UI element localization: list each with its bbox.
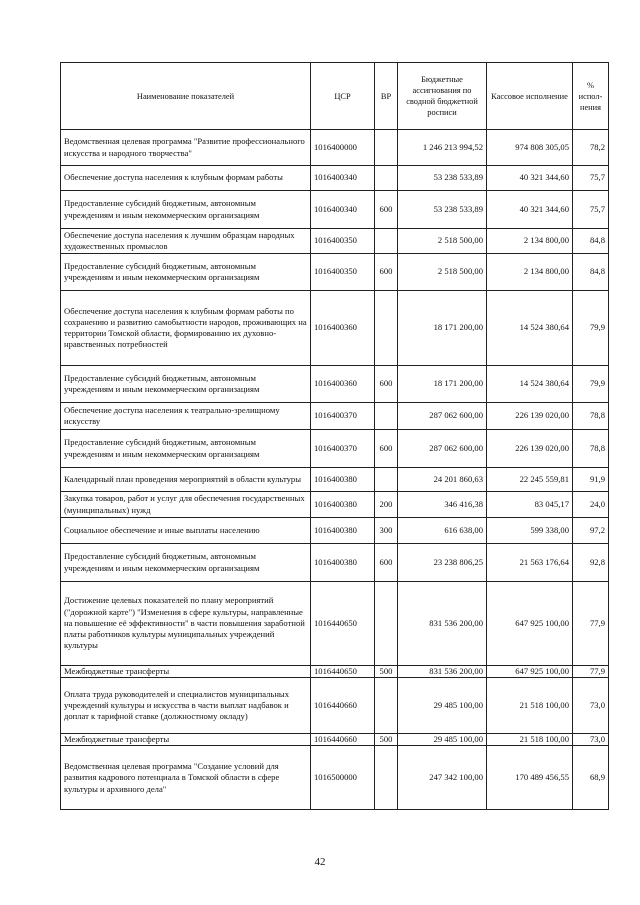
table-row [61,582,609,666]
row-percent: 84,8 [573,254,609,291]
row-csr: 1016400370 [311,403,375,430]
row-csr: 1016440660 [311,678,375,734]
row-vr: 600 [375,544,398,582]
row-name: Предоставление субсидий бюджетным, автономным учреждениям и иным некоммерческим организациям [61,254,311,291]
row-percent: 79,9 [573,366,609,403]
row-percent: 78,8 [573,403,609,430]
header-vr: ВР [375,63,398,130]
row-assigned: 287 062 600,00 [398,430,487,468]
row-assigned: 831 536 200,00 [398,582,487,666]
row-csr: 1016400370 [311,430,375,468]
row-percent: 73,0 [573,678,609,734]
row-assigned: 23 238 806,25 [398,544,487,582]
row-vr: 200 [375,492,398,518]
table-row [61,254,609,291]
page-number: 42 [314,856,326,868]
row-percent: 24,0 [573,492,609,518]
row-csr: 1016400340 [311,191,375,229]
row-name: Обеспечение доступа населения к лучшим образцам народных художественных промыслов [61,229,311,254]
row-assigned: 2 518 500,00 [398,229,487,254]
table-row [61,746,609,810]
row-executed: 226 139 020,00 [487,403,573,430]
row-assigned: 287 062 600,00 [398,403,487,430]
row-assigned: 29 485 100,00 [398,734,487,746]
row-name: Обеспечение доступа населения к клубным формам работы [61,166,311,191]
header-executed: Кассовое исполнение [487,63,573,130]
table-row [61,666,609,678]
row-vr: 600 [375,254,398,291]
row-csr: 1016440660 [311,734,375,746]
row-name: Оплата труда руководителей и специалистов муниципальных учреждений культуры и искусства в части выплат надбавок и доплат к тарифной ставке (должностному окладу) [61,678,311,734]
table-row [61,544,609,582]
table-header-row [61,63,609,130]
row-csr: 1016400380 [311,468,375,492]
row-percent: 78,8 [573,430,609,468]
row-executed: 21 563 176,64 [487,544,573,582]
row-assigned: 53 238 533,89 [398,191,487,229]
row-executed: 21 518 100,00 [487,734,573,746]
table-row [61,678,609,734]
table-row [61,492,609,518]
row-executed: 2 134 800,00 [487,229,573,254]
header-csr: ЦСР [311,63,375,130]
row-csr: 1016400380 [311,518,375,544]
row-percent: 92,8 [573,544,609,582]
row-executed: 40 321 344,60 [487,166,573,191]
header-assigned: Бюджетные ассигнования по сводной бюджетной росписи [398,63,487,130]
row-percent: 79,9 [573,291,609,366]
row-name: Предоставление субсидий бюджетным, автономным учреждениям и иным некоммерческим организациям [61,191,311,229]
row-csr: 1016400380 [311,492,375,518]
row-vr [375,582,398,666]
row-vr [375,291,398,366]
row-csr: 1016400380 [311,544,375,582]
table-row [61,291,609,366]
row-executed: 14 524 380,64 [487,366,573,403]
row-csr: 1016400350 [311,254,375,291]
row-vr: 600 [375,366,398,403]
row-name: Предоставление субсидий бюджетным, автономным учреждениям и иным некоммерческим организациям [61,544,311,582]
row-assigned: 1 246 213 994,52 [398,130,487,166]
row-percent: 91,9 [573,468,609,492]
row-vr [375,468,398,492]
row-executed: 40 321 344,60 [487,191,573,229]
table-row [61,468,609,492]
row-vr: 500 [375,734,398,746]
row-csr: 1016400000 [311,130,375,166]
table-row [61,166,609,191]
row-name: Обеспечение доступа населения к клубным формам работы по сохранению и развитию самобытности народов, проживающих на территории Томской области, формированию их духовно-нравственных потребностей [61,291,311,366]
row-assigned: 53 238 533,89 [398,166,487,191]
table-row [61,130,609,166]
row-assigned: 18 171 200,00 [398,291,487,366]
row-executed: 647 925 100,00 [487,582,573,666]
row-executed: 170 489 456,55 [487,746,573,810]
table-row [61,430,609,468]
header-percent: % испол-нения [573,63,609,130]
row-name: Ведомственная целевая программа "Создание условий для развития кадрового потенциала в Томской области в сфере культуры и архивного дела" [61,746,311,810]
row-assigned: 346 416,38 [398,492,487,518]
row-assigned: 24 201 860,63 [398,468,487,492]
row-percent: 78,2 [573,130,609,166]
budget-execution-table [60,62,609,810]
row-executed: 22 245 559,81 [487,468,573,492]
row-vr [375,746,398,810]
row-name: Закупка товаров, работ и услуг для обеспечения государственных (муниципальных) нужд [61,492,311,518]
row-csr: 1016500000 [311,746,375,810]
row-executed: 974 808 305,05 [487,130,573,166]
row-name: Календарный план проведения мероприятий в области культуры [61,468,311,492]
row-executed: 647 925 100,00 [487,666,573,678]
row-executed: 21 518 100,00 [487,678,573,734]
row-vr [375,403,398,430]
table-row [61,366,609,403]
row-assigned: 247 342 100,00 [398,746,487,810]
row-csr: 1016440650 [311,582,375,666]
row-csr: 1016400340 [311,166,375,191]
row-executed: 226 139 020,00 [487,430,573,468]
row-name: Межбюджетные трансферты [61,734,311,746]
row-vr: 600 [375,430,398,468]
table-row [61,518,609,544]
table-row [61,229,609,254]
row-name: Ведомственная целевая программа "Развитие профессионального искусства и народного творчества" [61,130,311,166]
row-name: Социальное обеспечение и иные выплаты населению [61,518,311,544]
header-name: Наименование показателей [61,63,311,130]
row-vr [375,130,398,166]
row-percent: 68,9 [573,746,609,810]
row-assigned: 616 638,00 [398,518,487,544]
row-executed: 2 134 800,00 [487,254,573,291]
table-row [61,734,609,746]
row-name: Обеспечение доступа населения к театрально-зрелищному искусству [61,403,311,430]
row-assigned: 831 536 200,00 [398,666,487,678]
row-vr: 600 [375,191,398,229]
row-percent: 77,9 [573,582,609,666]
row-executed: 83 045,17 [487,492,573,518]
row-vr [375,229,398,254]
row-percent: 77,9 [573,666,609,678]
row-executed: 14 524 380,64 [487,291,573,366]
row-executed: 599 338,00 [487,518,573,544]
row-percent: 75,7 [573,191,609,229]
row-csr: 1016440650 [311,666,375,678]
row-percent: 97,2 [573,518,609,544]
row-name: Межбюджетные трансферты [61,666,311,678]
row-assigned: 2 518 500,00 [398,254,487,291]
table-row [61,191,609,229]
row-name: Предоставление субсидий бюджетным, автономным учреждениям и иным некоммерческим организациям [61,366,311,403]
row-percent: 73,0 [573,734,609,746]
row-vr [375,678,398,734]
row-percent: 75,7 [573,166,609,191]
row-name: Предоставление субсидий бюджетным, автономным учреждениям и иным некоммерческим организациям [61,430,311,468]
row-assigned: 29 485 100,00 [398,678,487,734]
row-assigned: 18 171 200,00 [398,366,487,403]
row-percent: 84,8 [573,229,609,254]
row-csr: 1016400350 [311,229,375,254]
row-vr [375,166,398,191]
row-csr: 1016400360 [311,291,375,366]
table-row [61,403,609,430]
row-name: Достижение целевых показателей по плану мероприятий ("дорожной карте") "Изменения в сфере культуры, направленные на повышение её эффективности" в части повышения заработной платы работников культуры муниципальных учреждений культуры [61,582,311,666]
row-csr: 1016400360 [311,366,375,403]
row-vr: 500 [375,666,398,678]
row-vr: 300 [375,518,398,544]
